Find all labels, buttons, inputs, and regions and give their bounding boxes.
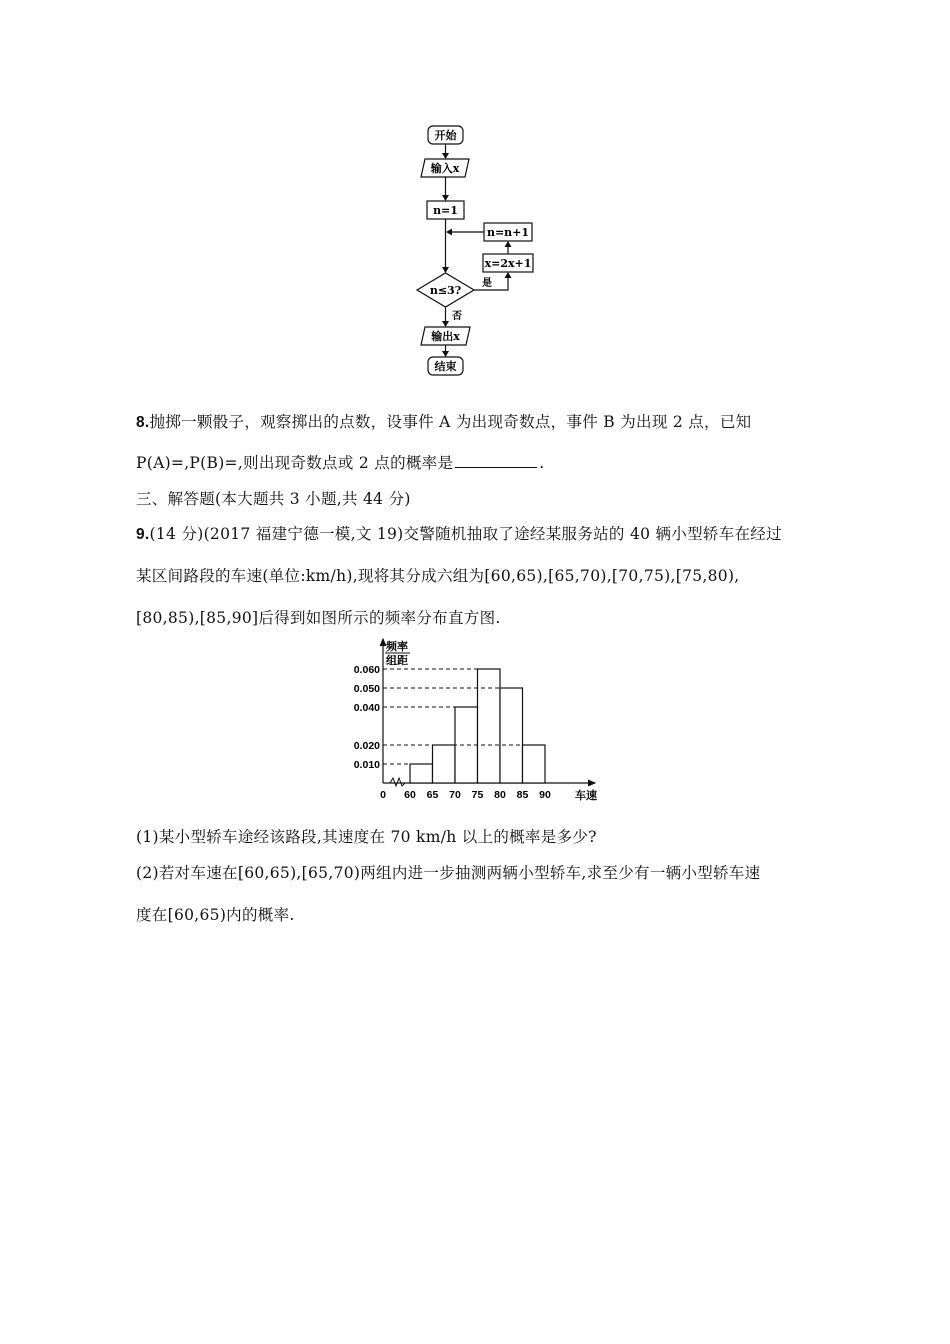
frequency-histogram (340, 635, 610, 805)
flowchart-yes-label: 是 (482, 278, 492, 289)
x-axis-label: 车速 (575, 789, 597, 802)
y-tick-label: 0.060 (353, 664, 380, 676)
flowchart (400, 120, 550, 380)
histogram-bar (478, 669, 501, 783)
x-tick-label: 75 (471, 789, 484, 801)
flowchart-condition-label: n≤3? (429, 284, 462, 297)
question-9-line-2: 某区间路段的车速(单位:km/h),现将其分成六组为[60,65),[65,70),[70,75),[75,80), (136, 567, 740, 585)
flowchart-update-x-label: x=2x+1 (484, 257, 532, 270)
y-label-bottom: 组距 (386, 654, 408, 667)
flowchart-input-label: 输入x (430, 162, 460, 175)
histogram-bar (433, 745, 456, 783)
section-heading: 三、解答题(本大题共 3 小题,共 44 分) (136, 490, 411, 508)
axis-break (390, 778, 405, 786)
flowchart-update-n-label: n=n+1 (486, 226, 530, 239)
question-9-line-3: [80,85),[85,90]后得到如图所示的频率分布直方图. (136, 609, 501, 627)
question-9-text-1: (14 分)(2017 福建宁德一模,文 19)交警随机抽取了途经某服务站的 40 辆小型轿车在经过 (149, 525, 782, 543)
y-tick-label: 0.050 (353, 683, 380, 695)
question-9-part-2-line-1: (2)若对车速在[60,65),[65,70)两组内进一步抽测两辆小型轿车,求至少有一辆小型轿车速 (136, 864, 761, 882)
question-8-line-2 (136, 451, 545, 473)
question-8-text-2-end: . (539, 454, 545, 472)
question-9-part-1: (1)某小型轿车途经该路段,其速度在 70 km/h 以上的概率是多少? (136, 828, 597, 846)
question-9-number: 9. (136, 526, 150, 543)
question-9-part-2-line-2: 度在[60,65)内的概率. (136, 906, 295, 924)
flowchart-end-label: 结束 (434, 360, 457, 373)
histogram-bar (500, 688, 523, 783)
x-tick-label: 90 (539, 789, 551, 801)
flowchart-no-label: 否 (452, 311, 462, 322)
x-tick-label: 0 (380, 789, 386, 801)
question-9-line-1 (136, 522, 782, 544)
y-tick-label: 0.010 (353, 759, 380, 771)
y-tick-label: 0.040 (353, 702, 380, 714)
question-8-text-1: 抛掷一颗骰子，观察掷出的点数，设事件 A 为出现奇数点，事件 B 为出现 2 点，已知 (149, 413, 752, 431)
flowchart-start-label: 开始 (434, 129, 457, 142)
question-8-line-1 (136, 410, 751, 432)
answer-blank (455, 453, 537, 468)
histogram-bar (410, 764, 433, 783)
x-tick-label: 60 (404, 789, 416, 801)
x-tick-label: 65 (426, 789, 439, 801)
x-tick-label: 80 (494, 789, 506, 801)
flowchart-output-label: 输出x (431, 330, 460, 343)
question-8-number: 8. (136, 414, 150, 431)
flowchart-init-label: n=1 (433, 204, 458, 217)
y-label-top: 频率 (386, 640, 408, 653)
histogram-bar (523, 745, 546, 783)
question-8-text-2: P(A)=,P(B)=,则出现奇数点或 2 点的概率是 (136, 454, 454, 472)
x-tick-label: 85 (516, 789, 529, 801)
y-tick-label: 0.020 (353, 740, 380, 752)
x-tick-label: 70 (449, 789, 461, 801)
